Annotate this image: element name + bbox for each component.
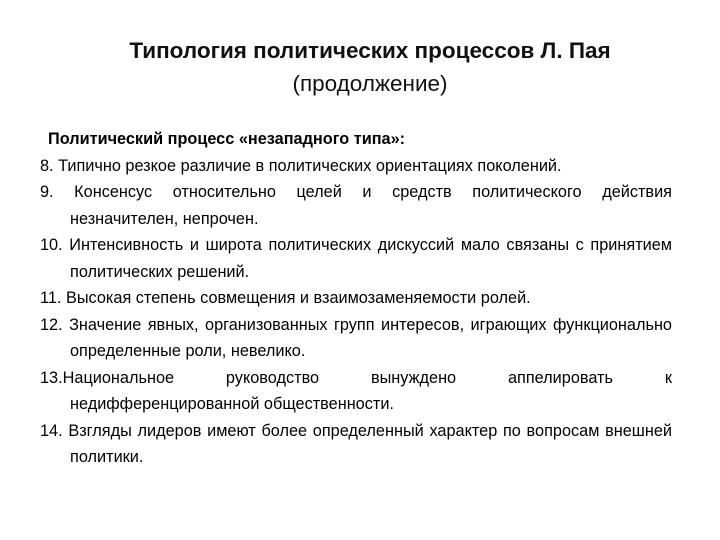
item-text: Типично резкое различие в политических ориентациях поколений. — [58, 156, 562, 175]
item-text: Консенсус относительно целей и средств политического действия незначителен, непрочен. — [70, 183, 672, 228]
item-number: 9. — [40, 183, 54, 201]
slide-title-sub: (продолжение) — [292, 71, 448, 96]
list-item — [40, 232, 672, 285]
item-text: Национальное руководство вынуждено аппелировать к недифференцированной общественности. — [62, 368, 672, 413]
list-item — [40, 312, 672, 365]
slide-title — [40, 34, 700, 100]
item-text: Взгляды лидеров имеют более определенный характер по вопросам внешней политики. — [68, 421, 672, 466]
list-item — [40, 285, 672, 312]
item-number: 10. — [40, 236, 63, 254]
item-number: 11. — [40, 289, 62, 307]
list-item — [40, 418, 672, 471]
item-number: 13. — [40, 368, 63, 387]
characteristics-list — [40, 153, 672, 471]
item-number: 8. — [40, 156, 54, 175]
item-text: Интенсивность и широта политических дискуссий мало связаны с принятием политических решений. — [69, 236, 673, 281]
section-heading: Политический процесс «незападного типа»: — [48, 130, 406, 148]
item-number: 12. — [40, 315, 63, 334]
item-number: 14. — [40, 421, 63, 440]
list-item — [40, 179, 672, 232]
list-item — [40, 153, 672, 180]
slide-title-main: Типология политических процессов Л. Пая — [129, 38, 611, 63]
item-text: Значение явных, организованных групп интересов, играющих функционально определенные роли, невелико. — [69, 315, 672, 360]
list-item — [40, 365, 672, 418]
slide-body — [40, 126, 672, 471]
item-text: Высокая степень совмещения и взаимозаменяемости ролей. — [65, 289, 531, 307]
